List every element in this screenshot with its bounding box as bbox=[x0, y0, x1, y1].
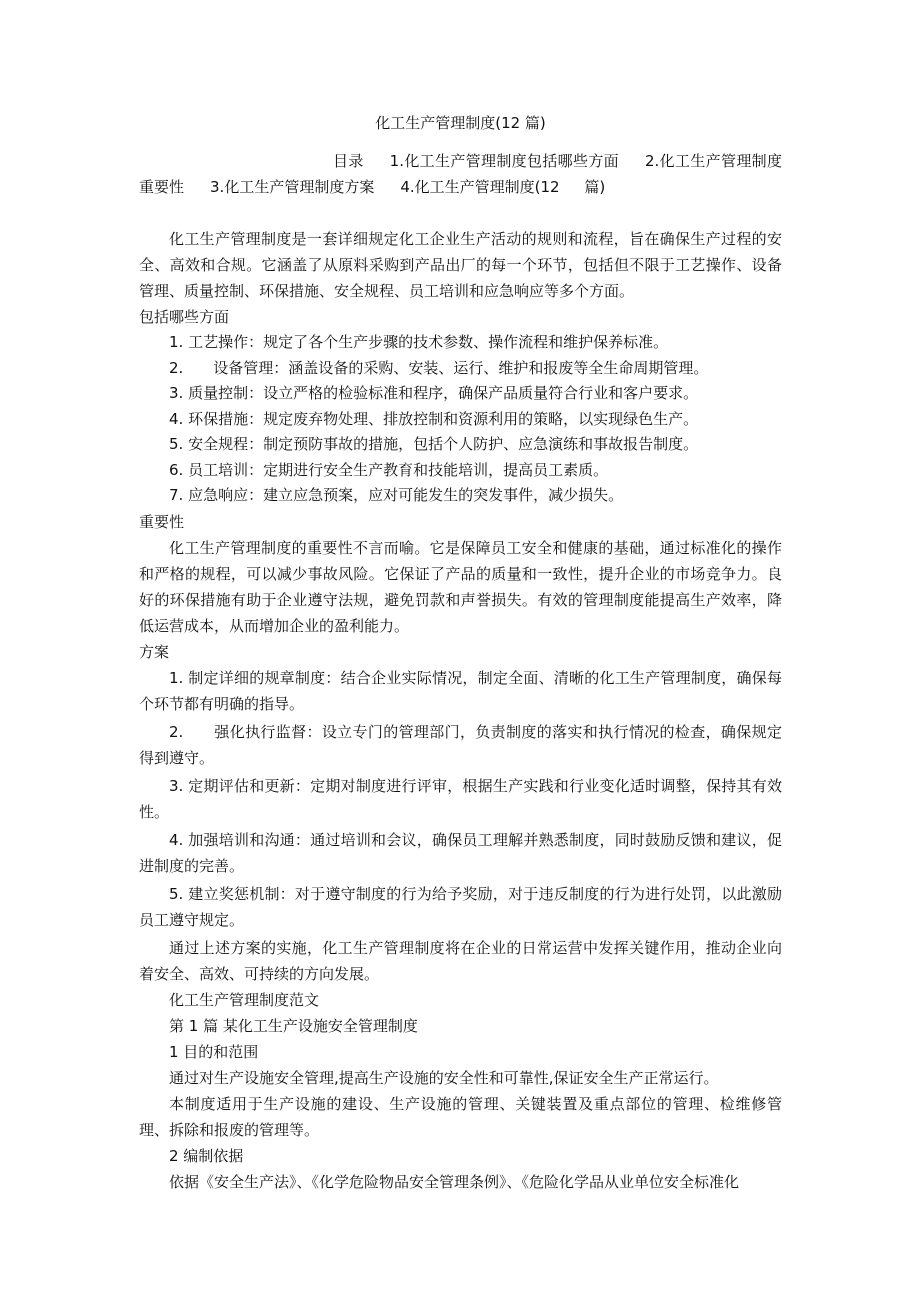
body-paragraph: 通过对生产设施安全管理,提高生产设施的安全性和可靠性,保证安全生产正常运行。 bbox=[169, 1068, 719, 1087]
body-paragraph: 本制度适用于生产设施的建设、生产设施的管理、关键装置及重点部位的管理、检维修管理、拆除和报废的管理等。 bbox=[139, 1094, 782, 1139]
table-of-contents bbox=[139, 148, 782, 200]
article-title: 第 1 篇 某化工生产设施安全管理制度 bbox=[169, 1016, 418, 1035]
body-paragraph: 依据《安全生产法》、《化学危险物品安全管理条例》、《危险化学品从业单位安全标准化 bbox=[169, 1172, 740, 1191]
sample-heading: 化工生产管理制度范文 bbox=[169, 990, 320, 1009]
list-item: 3. 定期评估和更新：定期对制度进行评审，根据生产实践和行业变化适时调整，保持其有效性。 bbox=[139, 776, 782, 821]
list-item: 6. 员工培训：定期进行安全生产教育和技能培训，提高员工素质。 bbox=[169, 460, 609, 479]
subsection-heading: 2 编制依据 bbox=[169, 1146, 244, 1165]
list-item: 5. 建立奖惩机制：对于遵守制度的行为给予奖励，对于违反制度的行为进行处罚，以此激励员工遵守规定。 bbox=[139, 884, 782, 929]
list-item: 7. 应急响应：建立应急预案，应对可能发生的突发事件，减少损失。 bbox=[169, 486, 624, 504]
list-item: 2. 设备管理：涵盖设备的采购、安装、运行、维护和报废等全生命周期管理。 bbox=[169, 358, 709, 377]
plan-conclusion: 通过上述方案的实施，化工生产管理制度将在企业的日常运营中发挥关键作用，推动企业向着安全、高效、可持续的方向发展。 bbox=[139, 938, 782, 983]
importance-paragraph: 化工生产管理制度的重要性不言而喻。它是保障员工安全和健康的基础，通过标准化的操作和严格的规程，可以减少事故风险。它保证了产品的质量和一致性，提升企业的市场竞争力。良好的环保措施有助于企业遵守法规，避免罚款和声誉损失。有效的管理制度能提高生产效率，降低运营成本，从而增加企业的盈利能力。 bbox=[139, 538, 782, 635]
toc-label: 目录 bbox=[333, 152, 364, 170]
list-item: 3. 质量控制：设立严格的检验标准和程序，确保产品质量符合行业和客户要求。 bbox=[169, 384, 699, 402]
toc-item[interactable]: 3.化工生产管理制度方案 bbox=[210, 178, 375, 196]
section-heading-aspects: 包括哪些方面 bbox=[139, 308, 230, 326]
list-item: 4. 加强培训和沟通：通过培训和会议，确保员工理解并熟悉制度，同时鼓励反馈和建议，促进制度的完善。 bbox=[139, 830, 782, 875]
toc-item[interactable]: 4.化工生产管理制度(12 篇) bbox=[400, 178, 606, 196]
document-page bbox=[139, 110, 782, 1195]
aspects-list bbox=[139, 330, 782, 509]
list-item: 1. 工艺操作：规定了各个生产步骤的技术参数、操作流程和维护保养标准。 bbox=[169, 333, 669, 351]
toc-item[interactable]: 2.化工生产管理制度重要性 bbox=[139, 152, 782, 196]
section-heading-plan: 方案 bbox=[139, 642, 170, 661]
list-item: 2. 强化执行监督：设立专门的管理部门，负责制度的落实和执行情况的检查，确保规定得到遵守。 bbox=[139, 722, 782, 767]
document-title: 化工生产管理制度(12 篇) bbox=[375, 114, 546, 132]
intro-paragraph: 化工生产管理制度是一套详细规定化工企业生产活动的规则和流程，旨在确保生产过程的安全、高效和合规。它涵盖了从原料采购到产品出厂的每一个环节，包括但不限于工艺操作、设备管理、质量控制、环保措施、安全规程、员工培训和应急响应等多个方面。 bbox=[139, 230, 782, 300]
section-heading-importance: 重要性 bbox=[139, 512, 185, 531]
list-item: 1. 制定详细的规章制度：结合企业实际情况，制定全面、清晰的化工生产管理制度，确保每个环节都有明确的指导。 bbox=[139, 668, 782, 713]
list-item: 5. 安全规程：制定预防事故的措施，包括个人防护、应急演练和事故报告制度。 bbox=[169, 435, 699, 453]
plan-list bbox=[139, 665, 782, 933]
list-item: 4. 环保措施：规定废弃物处理、排放控制和资源利用的策略，以实现绿色生产。 bbox=[169, 409, 699, 428]
toc-item[interactable]: 1.化工生产管理制度包括哪些方面 bbox=[389, 152, 619, 170]
subsection-heading: 1 目的和范围 bbox=[169, 1042, 259, 1061]
